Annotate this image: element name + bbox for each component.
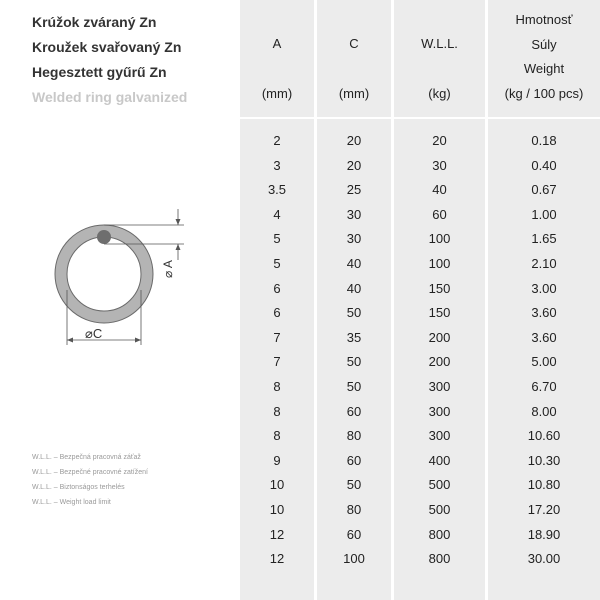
- cell-weight: 8.00: [531, 403, 557, 419]
- cell-weight: 2.10: [531, 256, 557, 271]
- cell-c: 25: [346, 182, 362, 198]
- label-a-text: A: [161, 260, 175, 269]
- cell-wll: 20: [432, 133, 447, 148]
- cell-wll: 200: [428, 329, 451, 345]
- note-hu: W.L.L. – Biztonságos terhelés: [32, 484, 125, 491]
- cell-a: 2: [273, 133, 281, 148]
- cell-a: 3.5: [267, 182, 287, 198]
- cell-c: 30: [346, 206, 362, 222]
- cell-a: 10: [269, 477, 285, 493]
- title-cz: Kroužek svařovaný Zn: [32, 39, 182, 55]
- cell-wll: 150: [428, 280, 451, 296]
- cell-wll: 300: [428, 428, 451, 444]
- cell-wll: 500: [428, 477, 451, 493]
- header-c: [317, 0, 391, 116]
- cell-weight: 30.00: [527, 551, 561, 567]
- cell-wll: 60: [432, 206, 447, 222]
- cell-c: 80: [346, 502, 362, 517]
- title-hu: Hegesztett gyűrű Zn: [32, 64, 167, 80]
- cell-a: 6: [273, 305, 281, 321]
- cell-a: 8: [273, 379, 281, 394]
- cell-c: 50: [346, 477, 362, 493]
- header-weight-line2: Súly: [531, 37, 557, 52]
- title-sk: Krúžok zváraný Zn: [32, 14, 157, 30]
- cell-c: 50: [346, 354, 362, 370]
- cell-weight: 5.00: [531, 354, 557, 370]
- cell-wll: 400: [428, 452, 451, 468]
- cell-wll: 30: [432, 157, 447, 173]
- cell-weight: 10.80: [527, 477, 561, 493]
- cell-wll: 40: [432, 182, 447, 198]
- cross-section-mark: [97, 230, 111, 244]
- label-c-symbol: ⌀: [85, 326, 93, 341]
- cell-a: 7: [273, 354, 281, 370]
- cell-c: 100: [343, 551, 365, 567]
- notes-block: [32, 450, 148, 510]
- cell-weight: 0.18: [531, 133, 557, 148]
- cell-a: 8: [273, 428, 281, 444]
- label-c: [85, 326, 102, 342]
- header-weight-line3: Weight: [523, 61, 565, 76]
- cell-a: 12: [269, 551, 285, 567]
- header-divider: [240, 117, 600, 119]
- cell-weight: 0.67: [531, 182, 557, 198]
- cell-a: 4: [273, 206, 281, 222]
- cell-wll: 800: [428, 551, 451, 567]
- header-wll-name: W.L.L.: [421, 36, 458, 51]
- header-a-name: A: [272, 36, 282, 51]
- cell-weight: 17.20: [527, 502, 561, 517]
- header-weight-unit: (kg / 100 pcs): [504, 86, 584, 101]
- note-en: W.L.L. – Weight load limit: [32, 499, 111, 506]
- cell-a: 12: [269, 526, 285, 542]
- cell-wll: 500: [428, 502, 451, 517]
- label-a: [161, 252, 175, 286]
- cell-c: 60: [346, 403, 362, 419]
- cell-a: 9: [273, 452, 281, 468]
- header-wll-unit: (kg): [428, 86, 451, 101]
- ring-diagram: [0, 0, 240, 360]
- cell-a: 5: [273, 231, 281, 247]
- label-a-symbol: ⌀: [161, 270, 175, 278]
- cell-a: 5: [273, 256, 281, 271]
- header-a-unit: (mm): [261, 86, 293, 101]
- cell-a: 7: [273, 329, 281, 345]
- cell-weight: 10.30: [527, 452, 561, 468]
- cell-weight: 3.00: [531, 280, 557, 296]
- cell-weight: 6.70: [531, 379, 557, 394]
- cell-wll: 300: [428, 403, 451, 419]
- cell-weight: 3.60: [531, 329, 557, 345]
- header-weight: [488, 0, 600, 116]
- header-a: [240, 0, 314, 116]
- header-c-name: C: [349, 36, 359, 51]
- cell-c: 80: [346, 428, 362, 444]
- cell-c: 20: [346, 133, 362, 148]
- cell-a: 6: [273, 280, 281, 296]
- cell-c: 20: [346, 157, 362, 173]
- cell-weight: 10.60: [527, 428, 561, 444]
- cell-c: 30: [346, 231, 362, 247]
- title-en: Welded ring galvanized: [32, 89, 188, 105]
- cell-c: 50: [346, 305, 362, 321]
- cell-c: 60: [346, 526, 362, 542]
- cell-c: 60: [346, 452, 362, 468]
- cell-c: 40: [346, 280, 362, 296]
- cell-wll: 300: [428, 379, 451, 394]
- note-sk: W.L.L. – Bezpečná pracovná záťaž: [32, 454, 141, 461]
- cell-c: 40: [346, 256, 362, 271]
- cell-wll: 800: [428, 526, 451, 542]
- cell-weight: 3.60: [531, 305, 557, 321]
- cell-weight: 1.00: [531, 206, 557, 222]
- label-c-text: C: [92, 326, 103, 341]
- header-weight-line1: Hmotnosť: [515, 12, 573, 27]
- cell-a: 10: [269, 502, 285, 517]
- cell-wll: 100: [428, 256, 451, 271]
- cell-c: 35: [346, 329, 362, 345]
- cell-wll: 200: [428, 354, 451, 370]
- cell-weight: 18.90: [527, 526, 561, 542]
- cell-c: 50: [346, 379, 362, 394]
- cell-wll: 150: [428, 305, 451, 321]
- cell-weight: 0.40: [531, 157, 557, 173]
- note-cz: W.L.L. – Bezpečné pracovné zatížení: [32, 469, 148, 476]
- cell-weight: 1.65: [531, 231, 557, 247]
- cell-a: 3: [273, 157, 281, 173]
- header-c-unit: (mm): [338, 86, 370, 101]
- cell-wll: 100: [428, 231, 451, 247]
- header-wll: [394, 0, 485, 116]
- cell-a: 8: [273, 403, 281, 419]
